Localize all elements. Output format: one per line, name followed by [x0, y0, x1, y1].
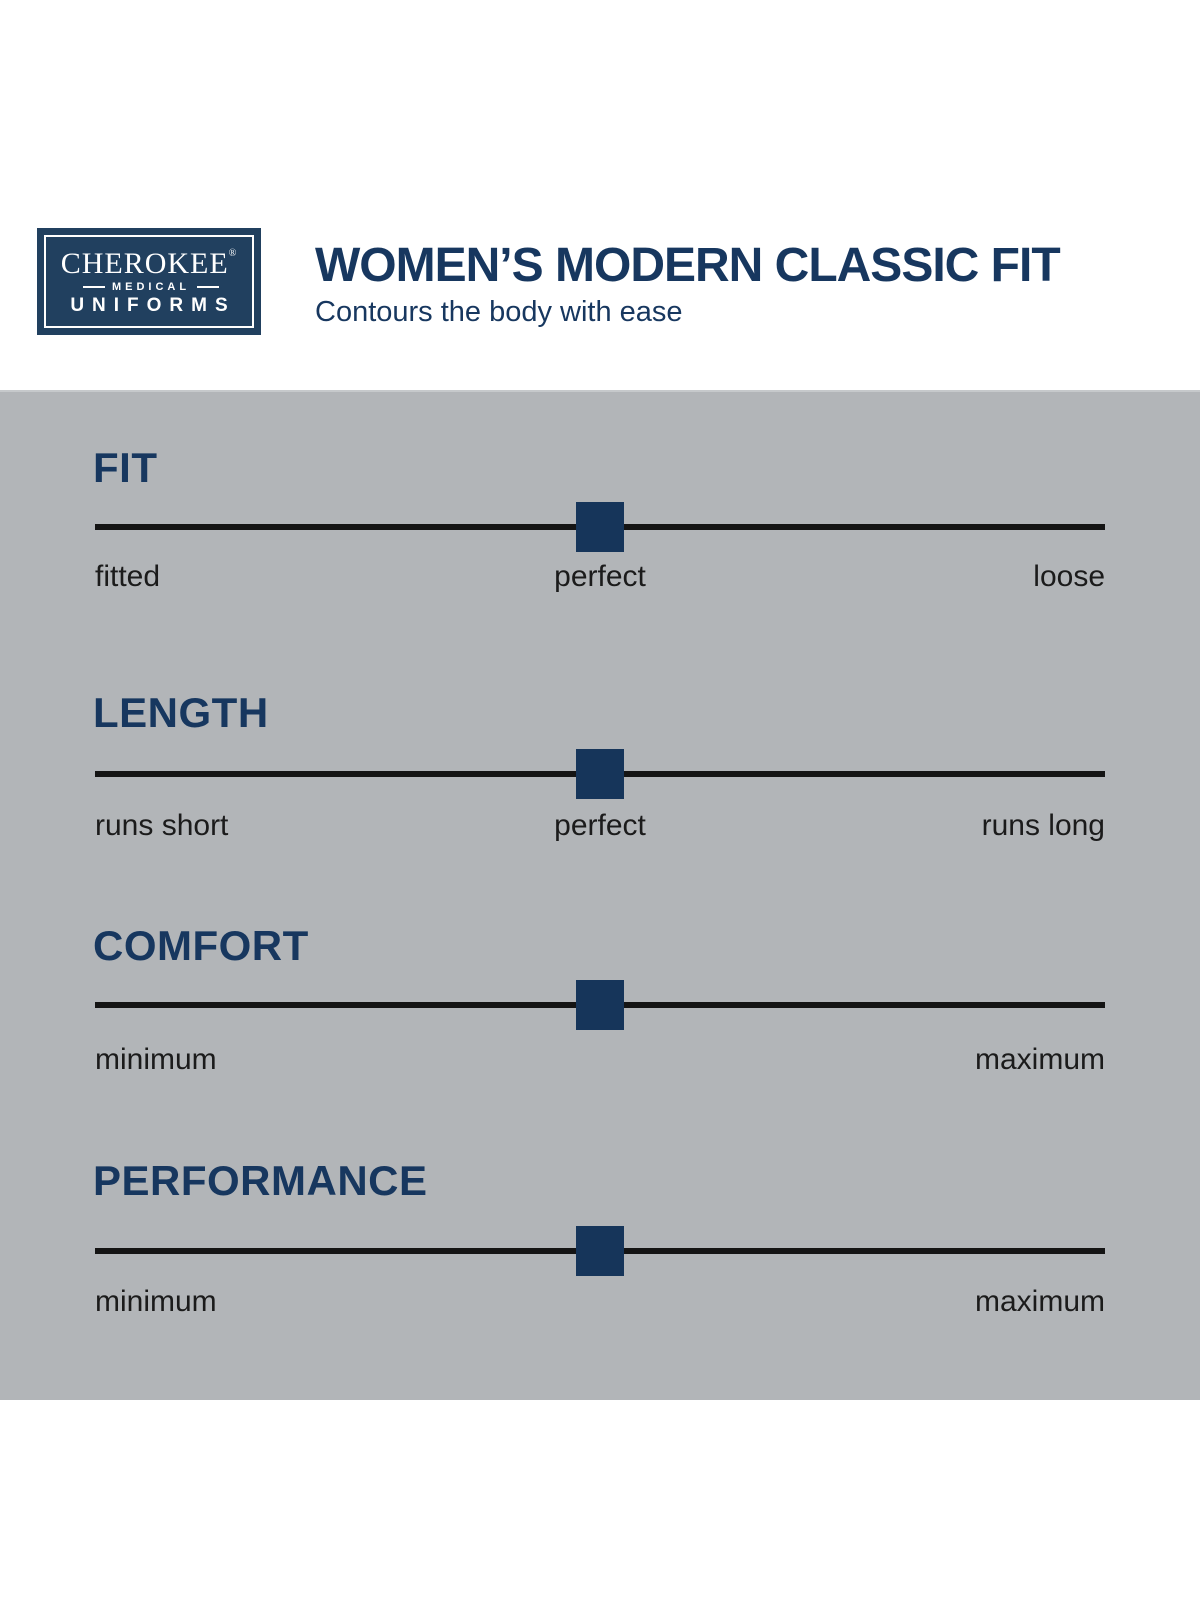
scale-label-center: perfect — [554, 560, 646, 593]
scale-labels — [0, 559, 1200, 599]
brand-logo-frame — [44, 235, 254, 328]
scale-title-performance: PERFORMANCE — [93, 1157, 428, 1204]
scale-row-length — [0, 689, 1200, 902]
divider-rule-left — [83, 286, 105, 288]
scale-row-performance — [0, 1157, 1200, 1370]
scale-row-fit — [0, 444, 1200, 657]
brand-wordmark — [60, 246, 238, 280]
scale-label-right: loose — [1033, 560, 1105, 593]
scale-title-fit: FIT — [93, 444, 158, 491]
scale-title-comfort: COMFORT — [93, 922, 309, 969]
brand-name: CHEROKEE — [60, 246, 229, 280]
scale-labels — [0, 1042, 1200, 1082]
brand-division: MEDICAL — [111, 280, 191, 293]
page-title: WOMEN’S MODERN CLASSIC FIT — [315, 239, 1060, 292]
scale-label-right: runs long — [981, 809, 1105, 842]
scale-label-right: maximum — [974, 1043, 1105, 1076]
scale-marker — [576, 1226, 624, 1276]
scale-label-right: maximum — [974, 1285, 1105, 1318]
scale-marker — [576, 980, 624, 1030]
scale-label-left: runs short — [95, 809, 229, 842]
scale-marker — [576, 502, 624, 552]
header-title-block — [315, 240, 1060, 329]
scale-labels — [0, 1284, 1200, 1324]
brand-product-line: UNIFORMS — [70, 294, 236, 316]
scale-labels — [0, 808, 1200, 848]
page-subtitle: Contours the body with ease — [315, 295, 683, 328]
scale-title-length: LENGTH — [93, 689, 269, 736]
scale-label-left: minimum — [95, 1285, 217, 1318]
scale-row-comfort — [0, 922, 1200, 1135]
scale-label-center: perfect — [554, 809, 646, 842]
divider-rule-right — [197, 286, 219, 288]
registered-trademark-icon: ® — [228, 247, 238, 259]
scale-marker — [576, 749, 624, 799]
scale-label-left: minimum — [95, 1043, 217, 1076]
brand-division-row — [83, 282, 219, 293]
scale-label-left: fitted — [95, 560, 161, 593]
brand-logo — [37, 228, 261, 335]
